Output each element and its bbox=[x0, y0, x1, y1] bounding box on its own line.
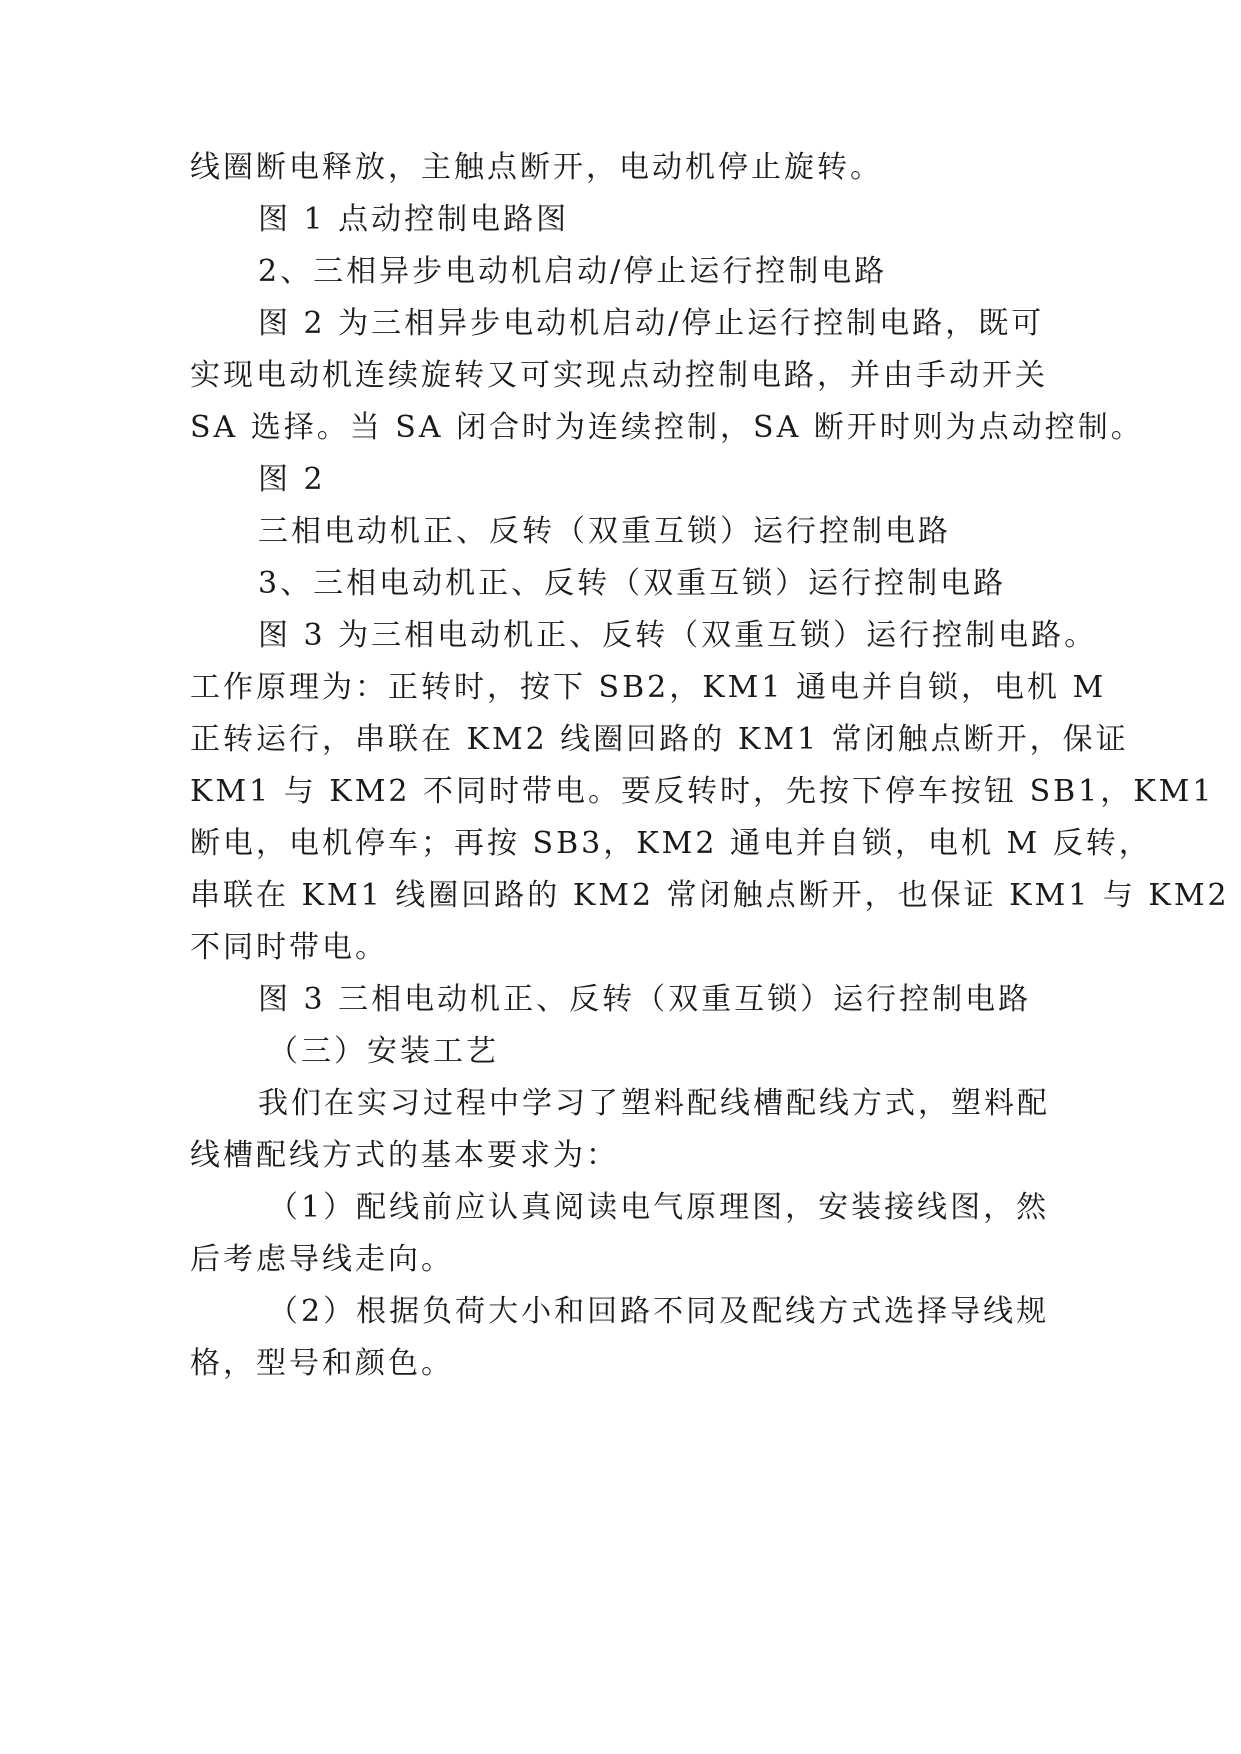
paragraph-line: 正转运行，串联在 KM2 线圈回路的 KM1 常闭触点断开，保证 bbox=[190, 722, 1129, 757]
figure-caption: 图 2 bbox=[258, 462, 326, 497]
paragraph-line: 图 3 为三相电动机正、反转（双重互锁）运行控制电路。 bbox=[258, 618, 1098, 653]
paragraph-line: 实现电动机连续旋转又可实现点动控制电路，并由手动开关 bbox=[190, 358, 1048, 393]
paragraph-line: 我们在实习过程中学习了塑料配线槽配线方式，塑料配 bbox=[258, 1086, 1050, 1121]
paragraph-line: 断电，电机停车；再按 SB3，KM2 通电并自锁，电机 M 反转， bbox=[190, 826, 1152, 861]
paragraph-line: SA 选择。当 SA 闭合时为连续控制，SA 断开时则为点动控制。 bbox=[190, 410, 1144, 445]
figure-caption: 图 3 三相电动机正、反转（双重互锁）运行控制电路 bbox=[258, 982, 1032, 1017]
list-item: （2）根据负荷大小和回路不同及配线方式选择导线规 bbox=[268, 1294, 1050, 1329]
paragraph-line: 工作原理为：正转时，按下 SB2，KM1 通电并自锁，电机 M bbox=[190, 670, 1107, 705]
list-item-continuation: 后考虑导线走向。 bbox=[190, 1242, 454, 1277]
paragraph-line: 图 2 为三相异步电动机启动/停止运行控制电路，既可 bbox=[258, 306, 1045, 341]
list-item-continuation: 格，型号和颜色。 bbox=[190, 1346, 454, 1381]
section-heading: 2、三相异步电动机启动/停止运行控制电路 bbox=[258, 254, 888, 289]
paragraph-line: 线圈断电释放，主触点断开，电动机停止旋转。 bbox=[190, 150, 883, 185]
figure-caption: 三相电动机正、反转（双重互锁）运行控制电路 bbox=[258, 514, 951, 549]
section-heading: 3、三相电动机正、反转（双重互锁）运行控制电路 bbox=[258, 566, 1007, 601]
figure-caption: 图 1 点动控制电路图 bbox=[258, 202, 570, 237]
list-item: （1）配线前应认真阅读电气原理图，安装接线图，然 bbox=[268, 1190, 1050, 1225]
paragraph-line: KM1 与 KM2 不同时带电。要反转时，先按下停车按钮 SB1，KM1 bbox=[190, 774, 1215, 809]
paragraph-line: 不同时带电。 bbox=[190, 930, 388, 965]
paragraph-line: 线槽配线方式的基本要求为： bbox=[190, 1138, 619, 1173]
section-heading: （三）安装工艺 bbox=[268, 1034, 499, 1069]
paragraph-line: 串联在 KM1 线圈回路的 KM2 常闭触点断开，也保证 KM1 与 KM2 bbox=[190, 878, 1230, 913]
